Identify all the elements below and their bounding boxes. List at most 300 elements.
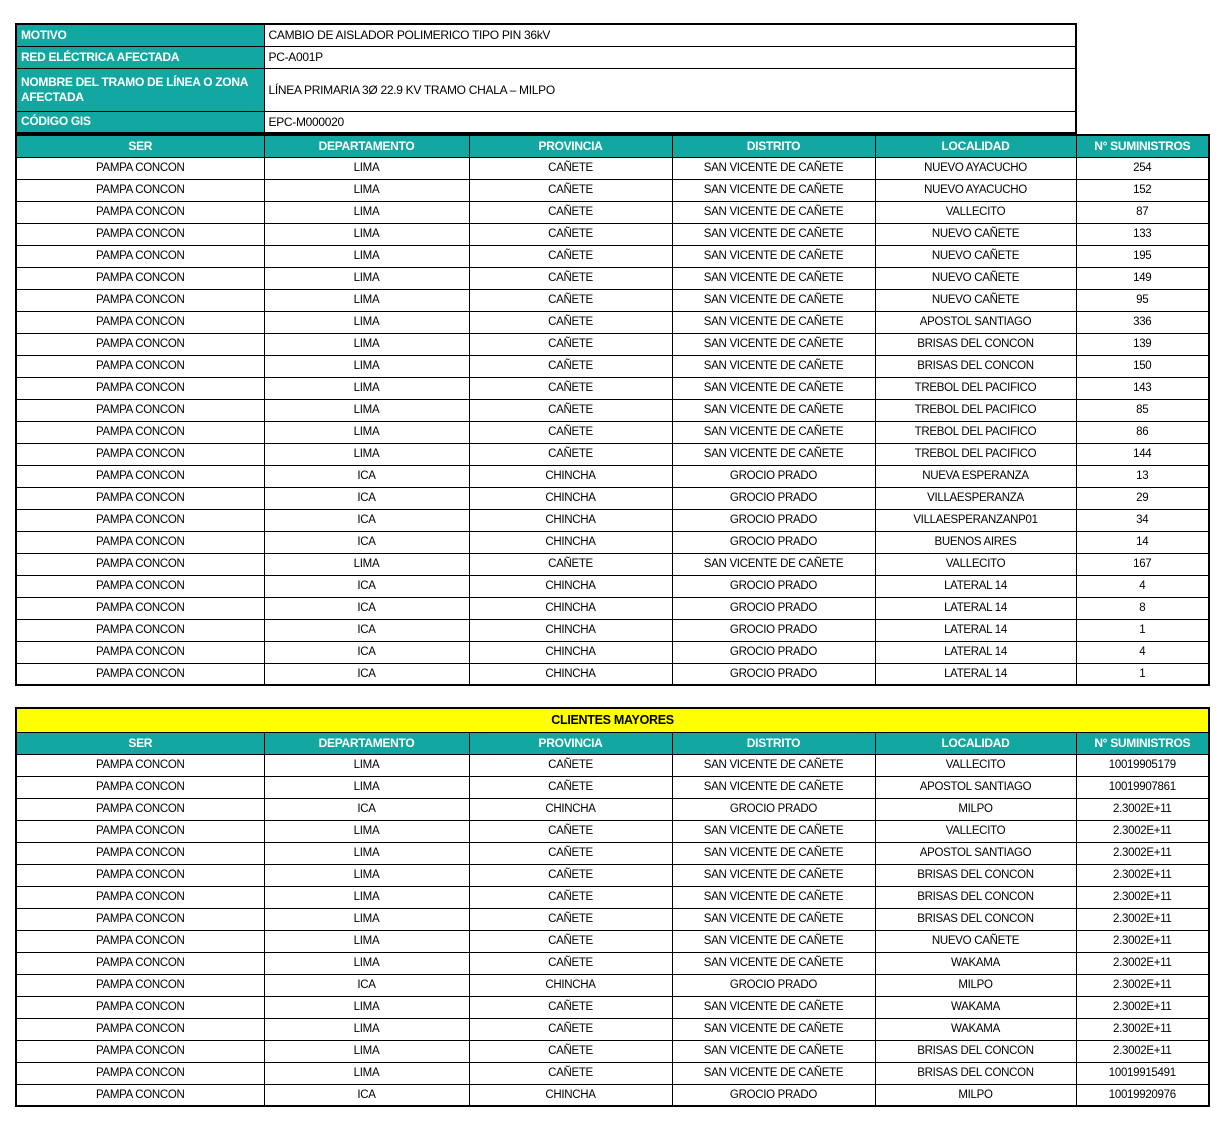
table-cell[interactable]: CHINCHA xyxy=(469,487,672,509)
table-cell[interactable]: 34 xyxy=(1076,509,1209,531)
info-value-codigo-gis[interactable]: EPC-M000020 xyxy=(264,111,1076,133)
table-cell[interactable]: LATERAL 14 xyxy=(875,575,1076,597)
table-cell[interactable]: 167 xyxy=(1076,553,1209,575)
table-cell[interactable]: WAKAMA xyxy=(875,996,1076,1018)
table-cell[interactable]: GROCIO PRADO xyxy=(672,641,875,663)
table-cell[interactable]: VALLECITO xyxy=(875,754,1076,776)
table-cell[interactable]: GROCIO PRADO xyxy=(672,1084,875,1106)
table-cell[interactable]: VILLAESPERANZA xyxy=(875,487,1076,509)
table-cell[interactable]: 2.3002E+11 xyxy=(1076,1040,1209,1062)
table-row xyxy=(16,399,1209,421)
suministros-body xyxy=(16,157,1209,685)
table-cell[interactable]: NUEVO CAÑETE xyxy=(875,245,1076,267)
table-cell[interactable]: SAN VICENTE DE CAÑETE xyxy=(672,245,875,267)
table-cell[interactable]: CHINCHA xyxy=(469,1084,672,1106)
table-cell[interactable]: PAMPA CONCON xyxy=(16,776,264,798)
table-cell[interactable]: GROCIO PRADO xyxy=(672,509,875,531)
table-cell[interactable]: TREBOL DEL PACIFICO xyxy=(875,421,1076,443)
table-cell[interactable]: ICA xyxy=(264,531,469,553)
table-cell[interactable]: GROCIO PRADO xyxy=(672,487,875,509)
table-cell[interactable]: 8 xyxy=(1076,597,1209,619)
table-row xyxy=(16,201,1209,223)
table-row xyxy=(16,575,1209,597)
table-row xyxy=(16,377,1209,399)
table-cell[interactable]: CAÑETE xyxy=(469,842,672,864)
table-cell[interactable]: LIMA xyxy=(264,842,469,864)
table-cell[interactable]: CHINCHA xyxy=(469,619,672,641)
table-row xyxy=(16,974,1209,996)
table-cell[interactable]: PAMPA CONCON xyxy=(16,399,264,421)
table-row xyxy=(16,157,1209,179)
table-row xyxy=(16,842,1209,864)
table-cell[interactable]: APOSTOL SANTIAGO xyxy=(875,311,1076,333)
table-cell[interactable]: LIMA xyxy=(264,443,469,465)
table-cell[interactable]: SAN VICENTE DE CAÑETE xyxy=(672,886,875,908)
table-cell[interactable]: SAN VICENTE DE CAÑETE xyxy=(672,820,875,842)
table-row xyxy=(16,1018,1209,1040)
table-cell[interactable]: CAÑETE xyxy=(469,157,672,179)
table-cell[interactable]: ICA xyxy=(264,509,469,531)
table-cell[interactable]: ICA xyxy=(264,575,469,597)
table-cell[interactable]: CHINCHA xyxy=(469,641,672,663)
table-cell[interactable]: LIMA xyxy=(264,1018,469,1040)
table-cell[interactable]: SAN VICENTE DE CAÑETE xyxy=(672,157,875,179)
table-cell[interactable]: 13 xyxy=(1076,465,1209,487)
suministros-table xyxy=(15,134,1210,686)
table-cell[interactable]: CHINCHA xyxy=(469,465,672,487)
table-cell[interactable]: GROCIO PRADO xyxy=(672,531,875,553)
table-cell[interactable]: CAÑETE xyxy=(469,864,672,886)
table-cell[interactable]: TREBOL DEL PACIFICO xyxy=(875,377,1076,399)
info-value-motivo[interactable]: CAMBIO DE AISLADOR POLIMERICO TIPO PIN 36kV xyxy=(264,24,1076,46)
table-cell[interactable]: 2.3002E+11 xyxy=(1076,996,1209,1018)
table-cell[interactable]: CHINCHA xyxy=(469,663,672,685)
table-cell[interactable]: PAMPA CONCON xyxy=(16,842,264,864)
table-cell[interactable]: PAMPA CONCON xyxy=(16,754,264,776)
table-cell[interactable]: LIMA xyxy=(264,952,469,974)
table-cell[interactable]: LIMA xyxy=(264,908,469,930)
table-cell[interactable]: CAÑETE xyxy=(469,443,672,465)
table-cell[interactable]: CAÑETE xyxy=(469,776,672,798)
table-cell[interactable]: ICA xyxy=(264,619,469,641)
table-cell[interactable]: LIMA xyxy=(264,289,469,311)
table-cell[interactable]: 150 xyxy=(1076,355,1209,377)
column-header-localidad[interactable]: LOCALIDAD xyxy=(875,732,1076,754)
table-cell[interactable]: PAMPA CONCON xyxy=(16,223,264,245)
table-cell[interactable]: TREBOL DEL PACIFICO xyxy=(875,399,1076,421)
info-label-motivo[interactable]: MOTIVO xyxy=(16,24,264,46)
table-cell[interactable]: LATERAL 14 xyxy=(875,597,1076,619)
table-cell[interactable]: PAMPA CONCON xyxy=(16,267,264,289)
table-cell[interactable]: APOSTOL SANTIAGO xyxy=(875,842,1076,864)
table-cell[interactable]: CHINCHA xyxy=(469,974,672,996)
table-cell[interactable]: BRISAS DEL CONCON xyxy=(875,886,1076,908)
table-cell[interactable]: 14 xyxy=(1076,531,1209,553)
table-cell[interactable]: PAMPA CONCON xyxy=(16,377,264,399)
table-row xyxy=(16,1084,1209,1106)
table-cell[interactable]: GROCIO PRADO xyxy=(672,465,875,487)
table-cell[interactable]: SAN VICENTE DE CAÑETE xyxy=(672,930,875,952)
info-row-nombre-tramo xyxy=(16,68,1076,111)
table-cell[interactable]: LIMA xyxy=(264,377,469,399)
table-cell[interactable]: CAÑETE xyxy=(469,245,672,267)
table-cell[interactable]: LIMA xyxy=(264,864,469,886)
table-cell[interactable]: NUEVO AYACUCHO xyxy=(875,179,1076,201)
table-cell[interactable]: GROCIO PRADO xyxy=(672,798,875,820)
table-cell[interactable]: PAMPA CONCON xyxy=(16,245,264,267)
table-cell[interactable]: CHINCHA xyxy=(469,509,672,531)
table-cell[interactable]: PAMPA CONCON xyxy=(16,531,264,553)
table-cell[interactable]: CAÑETE xyxy=(469,908,672,930)
info-label-red-electrica[interactable]: RED ELÉCTRICA AFECTADA xyxy=(16,46,264,68)
info-row-motivo xyxy=(16,24,1076,46)
table-cell[interactable]: CAÑETE xyxy=(469,377,672,399)
table-cell[interactable]: PAMPA CONCON xyxy=(16,553,264,575)
table-cell[interactable]: SAN VICENTE DE CAÑETE xyxy=(672,289,875,311)
table-cell[interactable]: NUEVO CAÑETE xyxy=(875,930,1076,952)
table-cell[interactable]: 10019907861 xyxy=(1076,776,1209,798)
table-cell[interactable]: CAÑETE xyxy=(469,952,672,974)
clientes-mayores-header-row xyxy=(16,732,1209,754)
table-cell[interactable]: CAÑETE xyxy=(469,179,672,201)
column-header-departamento[interactable]: DEPARTAMENTO xyxy=(264,732,469,754)
table-cell[interactable]: 133 xyxy=(1076,223,1209,245)
table-cell[interactable]: CAÑETE xyxy=(469,1062,672,1084)
table-cell[interactable]: PAMPA CONCON xyxy=(16,798,264,820)
table-cell[interactable]: 336 xyxy=(1076,311,1209,333)
table-cell[interactable]: ICA xyxy=(264,465,469,487)
table-row xyxy=(16,553,1209,575)
table-cell[interactable]: 254 xyxy=(1076,157,1209,179)
table-cell[interactable]: PAMPA CONCON xyxy=(16,465,264,487)
table-cell[interactable]: LIMA xyxy=(264,1040,469,1062)
table-cell[interactable]: BRISAS DEL CONCON xyxy=(875,355,1076,377)
table-cell[interactable]: VALLECITO xyxy=(875,820,1076,842)
table-cell[interactable]: PAMPA CONCON xyxy=(16,421,264,443)
table-cell[interactable]: 4 xyxy=(1076,641,1209,663)
table-cell[interactable]: PAMPA CONCON xyxy=(16,974,264,996)
table-cell[interactable]: PAMPA CONCON xyxy=(16,663,264,685)
info-label-codigo-gis[interactable]: CÓDIGO GIS xyxy=(16,111,264,133)
table-cell[interactable]: 139 xyxy=(1076,333,1209,355)
table-cell[interactable]: VILLAESPERANZANP01 xyxy=(875,509,1076,531)
table-cell[interactable]: PAMPA CONCON xyxy=(16,157,264,179)
table-cell[interactable]: 144 xyxy=(1076,443,1209,465)
table-cell[interactable]: 85 xyxy=(1076,399,1209,421)
table-cell[interactable]: PAMPA CONCON xyxy=(16,1018,264,1040)
table-cell[interactable]: SAN VICENTE DE CAÑETE xyxy=(672,311,875,333)
table-cell[interactable]: CAÑETE xyxy=(469,820,672,842)
column-header-n-suministros[interactable]: N° SUMINISTROS xyxy=(1076,732,1209,754)
info-row-codigo-gis xyxy=(16,111,1076,133)
table-cell[interactable]: SAN VICENTE DE CAÑETE xyxy=(672,908,875,930)
table-row xyxy=(16,619,1209,641)
table-cell[interactable]: ICA xyxy=(264,597,469,619)
table-cell[interactable]: GROCIO PRADO xyxy=(672,974,875,996)
table-cell[interactable]: PAMPA CONCON xyxy=(16,289,264,311)
table-cell[interactable]: LATERAL 14 xyxy=(875,619,1076,641)
table-cell[interactable]: PAMPA CONCON xyxy=(16,201,264,223)
table-cell[interactable]: LIMA xyxy=(264,201,469,223)
table-cell[interactable]: PAMPA CONCON xyxy=(16,487,264,509)
table-cell[interactable]: SAN VICENTE DE CAÑETE xyxy=(672,179,875,201)
table-cell[interactable]: LIMA xyxy=(264,245,469,267)
table-cell[interactable]: CAÑETE xyxy=(469,930,672,952)
table-cell[interactable]: 29 xyxy=(1076,487,1209,509)
table-cell[interactable]: CAÑETE xyxy=(469,754,672,776)
column-header-distrito[interactable]: DISTRITO xyxy=(672,135,875,157)
table-cell[interactable]: CHINCHA xyxy=(469,575,672,597)
table-cell[interactable]: SAN VICENTE DE CAÑETE xyxy=(672,864,875,886)
table-cell[interactable]: CHINCHA xyxy=(469,531,672,553)
table-cell[interactable]: LIMA xyxy=(264,776,469,798)
table-cell[interactable]: 1 xyxy=(1076,663,1209,685)
table-cell[interactable]: SAN VICENTE DE CAÑETE xyxy=(672,267,875,289)
table-cell[interactable]: PAMPA CONCON xyxy=(16,996,264,1018)
table-cell[interactable]: 152 xyxy=(1076,179,1209,201)
table-cell[interactable]: SAN VICENTE DE CAÑETE xyxy=(672,377,875,399)
table-cell[interactable]: PAMPA CONCON xyxy=(16,641,264,663)
table-row xyxy=(16,289,1209,311)
table-cell[interactable]: LIMA xyxy=(264,157,469,179)
column-header-localidad[interactable]: LOCALIDAD xyxy=(875,135,1076,157)
table-cell[interactable]: BRISAS DEL CONCON xyxy=(875,333,1076,355)
table-cell[interactable]: ICA xyxy=(264,1084,469,1106)
table-cell[interactable]: APOSTOL SANTIAGO xyxy=(875,776,1076,798)
clientes-mayores-body xyxy=(16,754,1209,1106)
table-cell[interactable]: LIMA xyxy=(264,333,469,355)
table-cell[interactable]: CHINCHA xyxy=(469,798,672,820)
table-cell[interactable]: SAN VICENTE DE CAÑETE xyxy=(672,223,875,245)
table-row xyxy=(16,443,1209,465)
table-cell[interactable]: BRISAS DEL CONCON xyxy=(875,908,1076,930)
column-header-distrito[interactable]: DISTRITO xyxy=(672,732,875,754)
table-cell[interactable]: 4 xyxy=(1076,575,1209,597)
table-cell[interactable]: PAMPA CONCON xyxy=(16,355,264,377)
table-cell[interactable]: SAN VICENTE DE CAÑETE xyxy=(672,333,875,355)
table-cell[interactable]: PAMPA CONCON xyxy=(16,930,264,952)
table-cell[interactable]: LIMA xyxy=(264,311,469,333)
table-cell[interactable]: 2.3002E+11 xyxy=(1076,1018,1209,1040)
table-cell[interactable]: BRISAS DEL CONCON xyxy=(875,1062,1076,1084)
table-row xyxy=(16,179,1209,201)
table-cell[interactable]: SAN VICENTE DE CAÑETE xyxy=(672,754,875,776)
table-row xyxy=(16,776,1209,798)
table-cell[interactable]: 10019920976 xyxy=(1076,1084,1209,1106)
info-value-red-electrica[interactable]: PC-A001P xyxy=(264,46,1076,68)
table-cell[interactable]: LIMA xyxy=(264,996,469,1018)
table-cell[interactable]: CAÑETE xyxy=(469,355,672,377)
table-cell[interactable]: LATERAL 14 xyxy=(875,663,1076,685)
table-cell[interactable]: NUEVO CAÑETE xyxy=(875,223,1076,245)
table-cell[interactable]: CAÑETE xyxy=(469,223,672,245)
table-cell[interactable]: CAÑETE xyxy=(469,421,672,443)
table-cell[interactable]: MILPO xyxy=(875,974,1076,996)
table-cell[interactable]: PAMPA CONCON xyxy=(16,509,264,531)
table-cell[interactable]: NUEVO AYACUCHO xyxy=(875,157,1076,179)
table-row xyxy=(16,996,1209,1018)
table-cell[interactable]: ICA xyxy=(264,663,469,685)
table-cell[interactable]: NUEVO CAÑETE xyxy=(875,289,1076,311)
table-cell[interactable]: PAMPA CONCON xyxy=(16,619,264,641)
table-cell[interactable]: LIMA xyxy=(264,930,469,952)
table-row xyxy=(16,311,1209,333)
table-cell[interactable]: GROCIO PRADO xyxy=(672,575,875,597)
table-cell[interactable]: CAÑETE xyxy=(469,1040,672,1062)
table-cell[interactable]: ICA xyxy=(264,974,469,996)
table-cell[interactable]: PAMPA CONCON xyxy=(16,333,264,355)
table-cell[interactable]: CHINCHA xyxy=(469,597,672,619)
table-cell[interactable]: LIMA xyxy=(264,1062,469,1084)
table-row xyxy=(16,465,1209,487)
table-cell[interactable]: WAKAMA xyxy=(875,952,1076,974)
column-header-ser[interactable]: SER xyxy=(16,732,264,754)
table-cell[interactable]: PAMPA CONCON xyxy=(16,864,264,886)
table-row xyxy=(16,798,1209,820)
table-cell[interactable]: CAÑETE xyxy=(469,201,672,223)
table-cell[interactable]: CAÑETE xyxy=(469,886,672,908)
table-cell[interactable]: CAÑETE xyxy=(469,996,672,1018)
table-cell[interactable]: 195 xyxy=(1076,245,1209,267)
table-cell[interactable]: MILPO xyxy=(875,1084,1076,1106)
table-cell[interactable]: 2.3002E+11 xyxy=(1076,886,1209,908)
table-cell[interactable]: PAMPA CONCON xyxy=(16,952,264,974)
suministros-header-row xyxy=(16,135,1209,157)
table-cell[interactable]: LIMA xyxy=(264,421,469,443)
spreadsheet-area xyxy=(15,23,1210,1107)
table-cell[interactable]: 86 xyxy=(1076,421,1209,443)
table-cell[interactable]: LIMA xyxy=(264,886,469,908)
table-cell[interactable]: CAÑETE xyxy=(469,553,672,575)
clientes-mayores-title[interactable]: CLIENTES MAYORES xyxy=(16,708,1209,732)
table-cell[interactable]: MILPO xyxy=(875,798,1076,820)
table-cell[interactable]: SAN VICENTE DE CAÑETE xyxy=(672,399,875,421)
table-cell[interactable]: 2.3002E+11 xyxy=(1076,974,1209,996)
table-cell[interactable]: 2.3002E+11 xyxy=(1076,952,1209,974)
table-cell[interactable]: 2.3002E+11 xyxy=(1076,864,1209,886)
table-cell[interactable]: CAÑETE xyxy=(469,289,672,311)
table-cell[interactable]: 2.3002E+11 xyxy=(1076,820,1209,842)
table-cell[interactable]: 2.3002E+11 xyxy=(1076,930,1209,952)
table-cell[interactable]: VALLECITO xyxy=(875,201,1076,223)
table-cell[interactable]: SAN VICENTE DE CAÑETE xyxy=(672,952,875,974)
table-cell[interactable]: SAN VICENTE DE CAÑETE xyxy=(672,355,875,377)
table-cell[interactable]: BRISAS DEL CONCON xyxy=(875,1040,1076,1062)
clientes-mayores-banner-row xyxy=(16,708,1209,732)
table-cell[interactable]: NUEVA ESPERANZA xyxy=(875,465,1076,487)
table-cell[interactable]: LIMA xyxy=(264,820,469,842)
table-cell[interactable]: LIMA xyxy=(264,553,469,575)
column-header-provincia[interactable]: PROVINCIA xyxy=(469,732,672,754)
table-row xyxy=(16,421,1209,443)
table-cell[interactable]: 10019905179 xyxy=(1076,754,1209,776)
table-row xyxy=(16,754,1209,776)
table-cell[interactable]: SAN VICENTE DE CAÑETE xyxy=(672,1040,875,1062)
table-cell[interactable]: SAN VICENTE DE CAÑETE xyxy=(672,996,875,1018)
table-cell[interactable]: PAMPA CONCON xyxy=(16,597,264,619)
table-row xyxy=(16,333,1209,355)
table-cell[interactable]: PAMPA CONCON xyxy=(16,311,264,333)
table-cell[interactable]: 2.3002E+11 xyxy=(1076,842,1209,864)
table-cell[interactable]: CAÑETE xyxy=(469,1018,672,1040)
table-row xyxy=(16,820,1209,842)
table-cell[interactable]: GROCIO PRADO xyxy=(672,619,875,641)
table-cell[interactable]: LIMA xyxy=(264,223,469,245)
table-cell[interactable]: ICA xyxy=(264,798,469,820)
table-cell[interactable]: PAMPA CONCON xyxy=(16,820,264,842)
table-cell[interactable]: VALLECITO xyxy=(875,553,1076,575)
column-header-departamento[interactable]: DEPARTAMENTO xyxy=(264,135,469,157)
table-cell[interactable]: 143 xyxy=(1076,377,1209,399)
table-cell[interactable]: LIMA xyxy=(264,754,469,776)
table-cell[interactable]: ICA xyxy=(264,641,469,663)
table-cell[interactable]: CAÑETE xyxy=(469,399,672,421)
table-cell[interactable]: SAN VICENTE DE CAÑETE xyxy=(672,443,875,465)
table-cell[interactable]: LIMA xyxy=(264,267,469,289)
table-cell[interactable]: LATERAL 14 xyxy=(875,641,1076,663)
table-cell[interactable]: NUEVO CAÑETE xyxy=(875,267,1076,289)
info-label-nombre-tramo[interactable]: NOMBRE DEL TRAMO DE LÍNEA O ZONA AFECTADA xyxy=(16,68,264,111)
table-cell[interactable]: CAÑETE xyxy=(469,333,672,355)
table-cell[interactable]: CAÑETE xyxy=(469,311,672,333)
table-cell[interactable]: 87 xyxy=(1076,201,1209,223)
table-cell[interactable]: PAMPA CONCON xyxy=(16,1084,264,1106)
table-row xyxy=(16,1040,1209,1062)
table-cell[interactable]: 95 xyxy=(1076,289,1209,311)
table-row xyxy=(16,597,1209,619)
table-cell[interactable]: 1 xyxy=(1076,619,1209,641)
table-cell[interactable]: LIMA xyxy=(264,399,469,421)
column-header-n-suministros[interactable]: N° SUMINISTROS xyxy=(1076,135,1209,157)
column-header-ser[interactable]: SER xyxy=(16,135,264,157)
table-cell[interactable]: 2.3002E+11 xyxy=(1076,798,1209,820)
info-value-nombre-tramo[interactable]: LÍNEA PRIMARIA 3Ø 22.9 KV TRAMO CHALA – MILPO xyxy=(264,68,1076,111)
table-cell[interactable]: GROCIO PRADO xyxy=(672,663,875,685)
table-cell[interactable]: ICA xyxy=(264,487,469,509)
table-cell[interactable]: SAN VICENTE DE CAÑETE xyxy=(672,1062,875,1084)
table-cell[interactable]: CAÑETE xyxy=(469,267,672,289)
table-cell[interactable]: LIMA xyxy=(264,179,469,201)
table-cell[interactable]: SAN VICENTE DE CAÑETE xyxy=(672,553,875,575)
info-row-red-electrica xyxy=(16,46,1076,68)
table-cell[interactable]: BUENOS AIRES xyxy=(875,531,1076,553)
table-cell[interactable]: PAMPA CONCON xyxy=(16,575,264,597)
table-cell[interactable]: SAN VICENTE DE CAÑETE xyxy=(672,776,875,798)
table-cell[interactable]: SAN VICENTE DE CAÑETE xyxy=(672,842,875,864)
table-cell[interactable]: 149 xyxy=(1076,267,1209,289)
table-cell[interactable]: PAMPA CONCON xyxy=(16,1040,264,1062)
table-cell[interactable]: TREBOL DEL PACIFICO xyxy=(875,443,1076,465)
table-gap xyxy=(15,686,1210,707)
column-header-provincia[interactable]: PROVINCIA xyxy=(469,135,672,157)
table-cell[interactable]: PAMPA CONCON xyxy=(16,179,264,201)
table-row xyxy=(16,245,1209,267)
table-cell[interactable]: SAN VICENTE DE CAÑETE xyxy=(672,421,875,443)
table-cell[interactable]: PAMPA CONCON xyxy=(16,1062,264,1084)
table-row xyxy=(16,509,1209,531)
table-cell[interactable]: SAN VICENTE DE CAÑETE xyxy=(672,1018,875,1040)
table-cell[interactable]: PAMPA CONCON xyxy=(16,886,264,908)
table-cell[interactable]: 2.3002E+11 xyxy=(1076,908,1209,930)
table-cell[interactable]: WAKAMA xyxy=(875,1018,1076,1040)
table-cell[interactable]: PAMPA CONCON xyxy=(16,908,264,930)
table-cell[interactable]: BRISAS DEL CONCON xyxy=(875,864,1076,886)
table-cell[interactable]: PAMPA CONCON xyxy=(16,443,264,465)
table-cell[interactable]: 10019915491 xyxy=(1076,1062,1209,1084)
table-cell[interactable]: LIMA xyxy=(264,355,469,377)
table-cell[interactable]: SAN VICENTE DE CAÑETE xyxy=(672,201,875,223)
table-cell[interactable]: GROCIO PRADO xyxy=(672,597,875,619)
